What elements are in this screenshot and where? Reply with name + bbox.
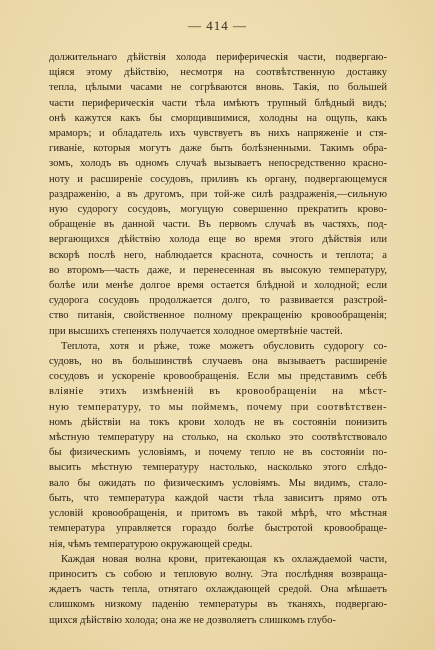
text-line: вало бы ожидать по физическимъ условіямъ. Мы видимъ, стало- <box>49 477 387 489</box>
body-text <box>49 50 387 628</box>
text-line: онѣ кажутся какъ бы сморщившимися, холодны на ощупь, какъ <box>49 112 387 124</box>
text-line: при высшихъ степеняхъ получается холодное омертвѣніе частей. <box>49 325 343 337</box>
text-line: вліяніе этихъ измѣненій въ кровообращеніи на мѣст- <box>49 386 387 398</box>
text-line: приноситъ съ собою и тепловую волну. Эта послѣдняя возвраща- <box>49 568 387 580</box>
text-line: должительнаго дѣйствія холода периферическія части, подвергаю- <box>49 52 387 63</box>
text-line: бы физическимъ условіямъ, и почему тепло не въ состояніи по- <box>49 447 387 459</box>
text-line: ство питанія, свойственное полному прекращенію кровообращенія; <box>49 310 387 322</box>
page-number: — 414 — <box>188 18 247 33</box>
text-line: обращеніе въ данной части. Въ первомъ случаѣ въ частяхъ, под- <box>49 219 387 231</box>
text-line: тепла, цѣлыми часами не согрѣваются вновь. Такія, по большей <box>49 82 387 94</box>
text-line: судорога сосудовъ продолжается долго, то развивается разстрой- <box>49 295 387 307</box>
text-line: болѣе или менѣе долгое время остается блѣдной и холодной; если <box>49 280 387 292</box>
text-line: мраморъ; и обладатель ихъ чувствуетъ въ нихъ напряженіе и стя- <box>49 128 387 140</box>
text-line: щіяся этому дѣйствію, несмотря на соотвѣтственную доставку <box>49 67 387 79</box>
text-line: щихся дѣйствію холода; она же не дозволяетъ слишкомъ глубо- <box>49 614 336 626</box>
text-line: части периферическія части тѣла имѣютъ трупный блѣдный видъ; <box>49 97 387 109</box>
text-line: во второмъ—часть даже, и перенесенная въ высокую температуру, <box>49 264 387 276</box>
text-line: номъ дѣйствіи на токъ крови холодъ не въ состояніи понизить <box>49 416 387 428</box>
text-line: высить мѣстную температуру настолько, насколько этого слѣдо- <box>49 462 387 474</box>
text-line: ноту и расширеніе сосудовъ, приливъ къ органу, подвергающемуся <box>49 173 387 185</box>
text-line: ную судорогу сосудовъ, могущую совершенно прекратить крово- <box>49 204 387 216</box>
text-line: сосудовъ и ускореніе кровообращенія. Если мы представимъ себѣ <box>49 371 387 383</box>
text-line: зомъ, холодъ въ одномъ случаѣ вызываетъ непосредственно красно- <box>49 158 387 170</box>
text-line: слишкомъ низкому паденію температуры въ тканяхъ, подвергаю- <box>49 599 387 611</box>
text-line: вскорѣ послѣ него, наблюдается краснота, сочность и теплота; а <box>49 249 387 261</box>
text-line: Теплота, хотя и рѣже, тоже можетъ обусловить судорогу со- <box>61 340 387 352</box>
text-line: гиваніе, которыя могутъ даже быть болѣзненными. Такимъ обра- <box>49 143 387 155</box>
text-line: нія, чѣмъ температурою окружающей среды. <box>49 538 253 550</box>
text-line: температура управляется гораздо болѣе быстротой кровообраще- <box>49 523 387 535</box>
text-line: вергающихся дѣйствію холода еще во время этого дѣйствія или <box>49 234 387 246</box>
text-line: мѣстную температуру на столько, на сколько это соотвѣтствовало <box>49 432 387 444</box>
text-line: ждаетъ часть тепла, отнятаго охлаждающей средой. Она мѣшаетъ <box>49 584 387 596</box>
text-line: условій кровообращенія, и притомъ въ такой мѣрѣ, что мѣстная <box>49 508 387 520</box>
text-line: судовъ, но въ большинствѣ случаевъ она вызываетъ расширеніе <box>49 356 387 368</box>
text-line: быть, что температура каждой части тѣла зависитъ прямо отъ <box>49 492 387 504</box>
text-line: ную температуру, то мы поймемъ, почему при соотвѣтствен- <box>49 401 387 413</box>
text-line: раздраженію, а въ другомъ, при той-же силѣ раздраженія,—сильную <box>49 188 387 200</box>
text-line: Каждая новая волна крови, притекающая къ охлаждаемой части, <box>61 553 387 565</box>
